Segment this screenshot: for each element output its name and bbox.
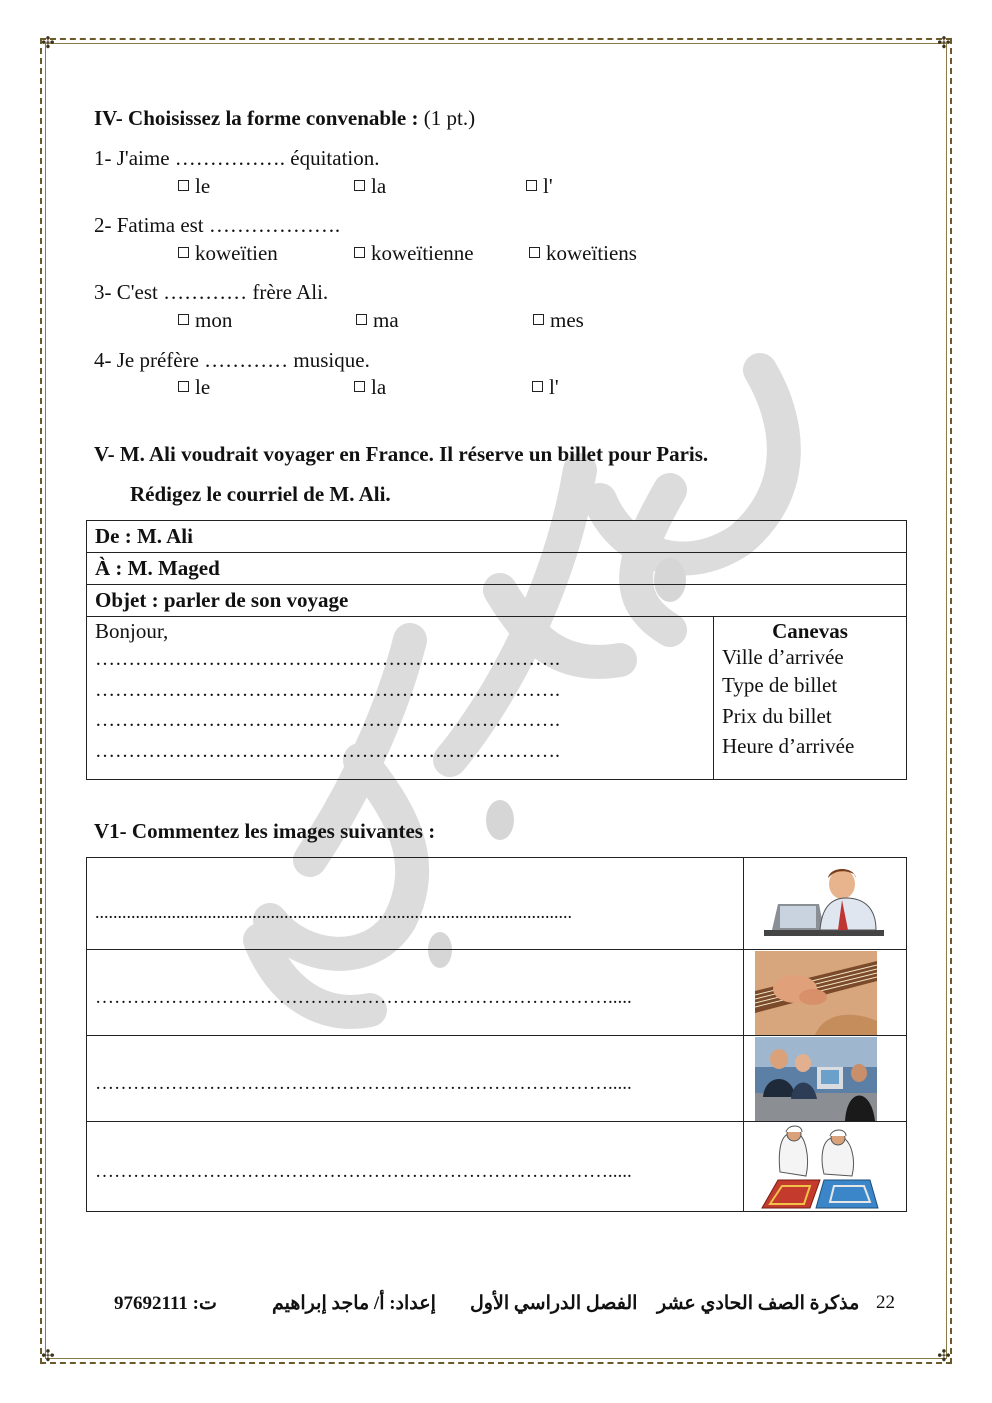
comment-cell[interactable] [87,1036,744,1122]
email-line[interactable]: ……………………………………………………………. [95,648,560,670]
email-line[interactable]: ……………………………………………………………. [95,739,560,762]
option[interactable]: l' [532,375,559,400]
option[interactable]: mes [533,308,584,333]
email-greeting: Bonjour, [95,619,169,643]
option[interactable]: koweïtienne [354,241,474,266]
checkbox-icon[interactable] [532,381,543,392]
checkbox-icon[interactable] [354,180,365,191]
section4-title-text: IV- Choisissez la forme convenable : [94,106,419,130]
canevas-title: Canevas [772,619,848,643]
email-to: À : M. Maged [87,553,907,585]
corner-ornament-icon: ✣ [41,35,55,52]
image-cell [744,1122,907,1212]
footer-book-title: مذكرة الصف الحادي عشر [657,1293,860,1314]
image-cell [744,950,907,1036]
comment-line[interactable]: ………………………………………………………………………..... [95,1072,632,1094]
comment-line[interactable]: ………………………………………………………………………..... [95,1160,632,1182]
option[interactable]: le [178,174,210,199]
corner-ornament-icon: ✣ [937,35,951,52]
travel-agency-image [755,1037,877,1121]
question-4: 4- Je préfère ………… musique. [94,348,370,372]
section6-title: V1- Commentez les images suivantes : [94,819,436,843]
footer-author: إعداد: أ/ ماجد إبراهيم [272,1293,436,1314]
option[interactable]: la [354,375,386,400]
email-body[interactable] [87,617,714,780]
question-1: 1- J'aime ……………. équitation. [94,146,380,170]
email-subject: Objet : parler de son voyage [87,585,907,617]
checkbox-icon[interactable] [529,247,540,258]
email-form [86,520,907,780]
comment-cell[interactable] [87,1122,744,1212]
canevas-item: Prix du billet [722,703,832,728]
canevas-item: Type de billet [722,673,838,697]
checkbox-icon[interactable] [354,247,365,258]
option[interactable]: koweïtien [178,241,278,266]
option[interactable]: la [354,174,386,199]
section4-points: (1 pt.) [423,106,476,130]
footer-semester: الفصل الدراسي الأول [470,1293,638,1314]
corner-ornament-icon: ✣ [937,1348,951,1365]
checkbox-icon[interactable] [178,247,189,258]
checkbox-icon[interactable] [354,381,365,392]
comment-cell[interactable] [87,950,744,1036]
checkbox-icon[interactable] [526,180,537,191]
footer-phone: ت: 97692111 [114,1293,217,1314]
option[interactable]: koweïtiens [529,241,637,266]
praying-men-image [760,1124,880,1210]
checkbox-icon[interactable] [533,314,544,325]
section5-subtitle: Rédigez le courriel de M. Ali. [130,482,391,506]
option[interactable]: mon [178,308,232,333]
images-table [86,857,907,1212]
corner-ornament-icon: ✣ [41,1348,55,1365]
question-2: 2- Fatima est ………………. [94,213,341,237]
section5-title: V- M. Ali voudrait voyager en France. Il réserve un billet pour Paris. [94,442,709,466]
section4-title [94,106,475,131]
email-line[interactable]: ……………………………………………………………. [95,709,560,731]
man-at-laptop-image [764,864,884,944]
page-number: 22 [876,1292,895,1313]
email-from: De : M. Ali [87,521,907,553]
checkbox-icon[interactable] [178,180,189,191]
playing-guitar-image [755,951,877,1035]
email-line[interactable]: ……………………………………………………………. [95,678,560,701]
option[interactable]: ma [356,308,399,333]
checkbox-icon[interactable] [178,381,189,392]
image-cell [744,1036,907,1122]
checkbox-icon[interactable] [178,314,189,325]
comment-cell[interactable] [87,858,744,950]
canevas-item: Heure d’arrivée [722,734,855,758]
option[interactable]: l' [526,174,553,199]
option[interactable]: le [178,375,210,400]
comment-line[interactable]: .......................................................................................................... [95,902,572,922]
image-cell [744,858,907,950]
comment-line[interactable]: ………………………………………………………………………..... [95,986,632,1008]
canevas-item: Ville d’arrivée [722,645,844,669]
canevas-box [714,617,907,780]
question-3: 3- C'est ………… frère Ali. [94,280,329,304]
checkbox-icon[interactable] [356,314,367,325]
